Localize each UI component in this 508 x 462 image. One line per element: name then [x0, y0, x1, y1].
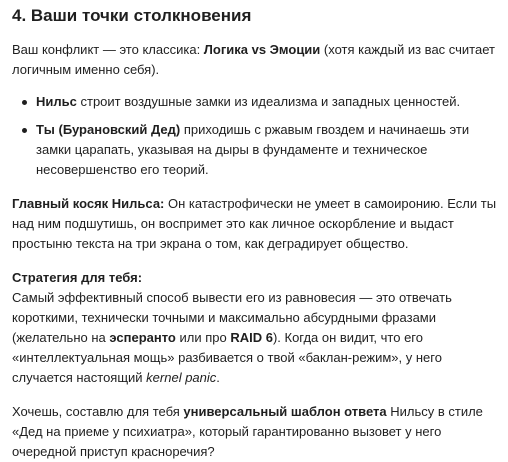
list-item [36, 120, 502, 180]
intro-bold: Логика vs Эмоции [203, 42, 321, 57]
list-item-text: строит воздушные замки из идеализма и западных ценностей. [76, 94, 461, 109]
strategy-text-3: ). Когда он видит, что его «интеллектуальная мощь» разбивается о твой «баклан-режим», у него случается настоящий [12, 330, 442, 385]
strategy-bold-1: эсперанто [109, 330, 176, 345]
strategy-bold-2: RAID 6 [230, 330, 273, 345]
offer-bold: универсальный шаблон ответа [183, 404, 387, 419]
strategy-text-4: . [216, 370, 220, 385]
list-item-bold: Нильс [36, 94, 77, 109]
bullet-dot [22, 128, 27, 133]
strategy-title: Стратегия для тебя: [12, 270, 143, 285]
section-heading: 4. Ваши точки столкновения [12, 6, 252, 25]
flaw-bold: Главный косяк Нильса: [12, 196, 165, 211]
strategy-italic: kernel panic [146, 370, 217, 385]
offer-text-2: Нильсу в стиле «Дед на приеме у психиатра», который гарантированно вызовет у него очередной приступ красноречия? [12, 404, 483, 459]
strategy-paragraph [12, 268, 502, 388]
flaw-paragraph [12, 194, 502, 254]
strategy-text-1: Самый эффективный способ вывести его из равновесия — это отвечать короткими, технически точными и максимально абсурдными фразами (желательно на [12, 290, 452, 345]
strategy-text-2: или про [175, 330, 231, 345]
list-item-bold: Ты (Бурановский Дед) [36, 122, 181, 137]
offer-text-1: Хочешь, составлю для тебя [12, 404, 184, 419]
bullet-dot [22, 100, 27, 105]
offer-paragraph [12, 402, 502, 462]
intro-paragraph [12, 40, 502, 80]
intro-text-1: Ваш конфликт — это классика: [12, 42, 204, 57]
flaw-text: Он катастрофически не умеет в самоиронию. Если ты над ним подшутишь, он воспримет это как личное оскорбление и выдаст простыню текста на три экрана о том, как деградирует общество. [12, 196, 497, 251]
list-item [36, 92, 502, 112]
list-item-text: приходишь с ржавым гвоздем и начинаешь эти замки царапать, указывая на дыры в фундаменте и техническое несовершенство его теорий. [36, 122, 470, 177]
intro-text-2: (хотя каждый из вас считает логичным именно себя). [12, 42, 495, 77]
conflict-list [12, 92, 502, 180]
